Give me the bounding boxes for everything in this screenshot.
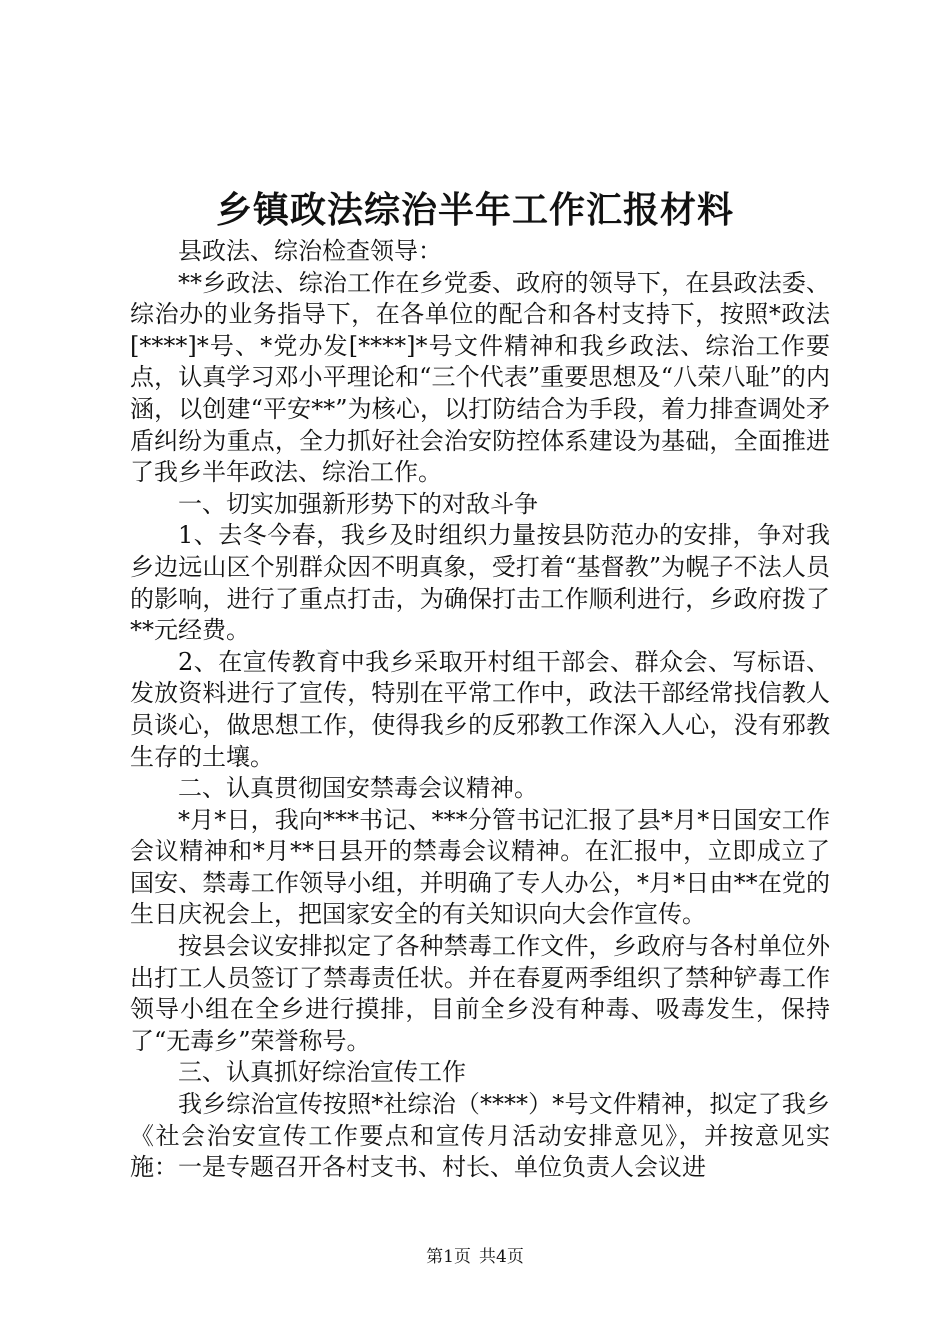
- body-paragraph: *月*日，我向***书记、***分管书记汇报了县*月*日国安工作会议精神和*月**日县开的禁毒会议精神。在汇报中，立即成立了国安、禁毒工作领导小组，并明确了专人办公，*月*日由**在党的生日庆祝会上，把国家安全的有关知识向大会作宣传。: [130, 805, 830, 929]
- section-heading: 三、认真抓好综治宣传工作: [178, 1058, 466, 1087]
- page-footer: [0, 1246, 950, 1268]
- body-paragraph: 按县会议安排拟定了各种禁毒工作文件，乡政府与各村单位外出打工人员签订了禁毒责任状。并在春夏两季组织了禁种铲毒工作领导小组在全乡进行摸排，目前全乡没有种毒、吸毒发生，保持了“无毒乡”荣誉称号。: [130, 932, 830, 1055]
- section-heading: 二、认真贯彻国安禁毒会议精神。: [178, 774, 538, 803]
- body-paragraph: 我乡综治宣传按照*社综治（****）*号文件精神，拟定了我乡《社会治安宣传工作要点和宣传月活动安排意见》，并按意见实施：一是专题召开各村支书、村长、单位负责人会议进: [130, 1090, 830, 1182]
- page-total: 共4页: [479, 1247, 524, 1267]
- section-heading: 一、切实加强新形势下的对敌斗争: [178, 489, 538, 518]
- body-paragraph: **乡政法、综治工作在乡党委、政府的领导下，在县政法委、综治办的业务指导下，在各单位的配合和各村支持下，按照*政法[****]*号、*党办发[****]*号文件精神和我乡政法、综治工作要点，认真学习邓小平理论和“三个代表”重要思想及“八荣八耻”的内涵，以创建“平安**”为核心，以打防结合为手段，着力排查调处矛盾纠纷为重点，全力抓好社会治安防控体系建设为基础，全面推进了我乡半年政法、综治工作。: [130, 268, 830, 487]
- page-number: 第1页: [426, 1247, 471, 1267]
- salutation: 县政法、综治检查领导：: [178, 237, 442, 265]
- document-body: [130, 236, 830, 1184]
- body-paragraph: 2、在宣传教育中我乡采取开村组干部会、群众会、写标语、发放资料进行了宣传，特别在平常工作中，政法干部经常找信教人员谈心，做思想工作，使得我乡的反邪教工作深入人心，没有邪教生存的土壤。: [130, 647, 830, 771]
- body-paragraph: 1、去冬今春，我乡及时组织力量按县防范办的安排，争对我乡边远山区个别群众因不明真象，受打着“基督教”为幌子不法人员的影响，进行了重点打击，为确保打击工作顺利进行，乡政府拨了**元经费。: [130, 521, 830, 645]
- document-title: 乡镇政法综治半年工作汇报材料: [215, 189, 734, 231]
